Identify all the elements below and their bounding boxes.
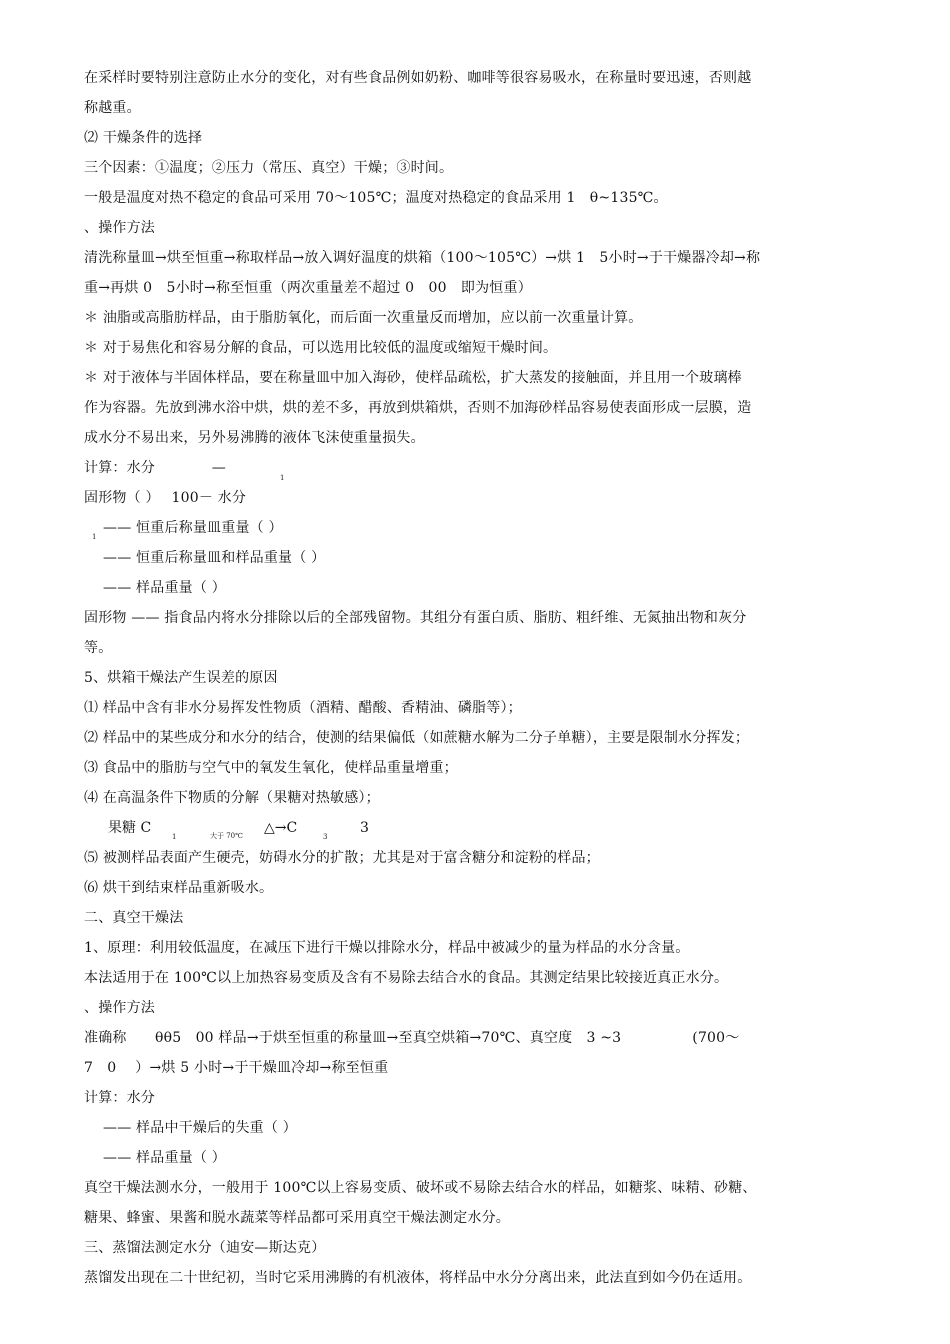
text-line: 三个因素：①温度；②压力（常压、真空）干燥；③时间。 (84, 160, 454, 176)
formula-tail: 3 (360, 820, 369, 836)
text-line: 在采样时要特别注意防止水分的变化，对有些食品例如奶粉、咖啡等很容易吸水，在称量时要迅速，否则越 (84, 70, 752, 86)
text-line: 等。 (84, 640, 113, 656)
reaction-condition: 大于 70℃ (210, 832, 243, 840)
section-heading: 、操作方法 (84, 220, 155, 236)
text-line: 蒸馏发出现在二十世纪初，当时它采用沸腾的有机液体，将样品中水分分离出来，此法直到如今仍在适用。 (84, 1270, 752, 1286)
text-line: 作为容器。先放到沸水浴中烘，烘的差不多，再放到烘箱烘，否则不加海砂样品容易使表面形成一层膜，造 (84, 400, 752, 416)
definition-line: —— 恒重后称量皿和样品重量（ ） (103, 550, 326, 566)
text-line: 成水分不易出来，另外易沸腾的液体飞沫使重量损失。 (84, 430, 425, 446)
formula-subscript: 1 (92, 533, 97, 541)
note-line: ＊ 对于易焦化和容易分解的食品，可以选用比较低的温度或缩短干燥时间。 (84, 340, 558, 356)
section-heading: 三、蒸馏法测定水分（迪安—斯达克） (84, 1240, 326, 1256)
text-line: 糖果、蜂蜜、果酱和脱水蔬菜等样品都可采用真空干燥法测定水分。 (84, 1210, 510, 1226)
formula-subscript: 1 (280, 474, 285, 482)
section-heading: 二、真空干燥法 (84, 910, 184, 926)
text-line: 真空干燥法测水分，一般用于 100℃以上容易变质、破坏或不易除去结合水的样品，如糖浆、味精、砂糖、 (84, 1180, 757, 1196)
list-item: ⑹ 烘干到结束样品重新吸水。 (84, 880, 274, 896)
section-heading: 5、烘箱干燥法产生误差的原因 (84, 670, 278, 686)
formula-line: 固形物（ ） 100－ 水分 (84, 490, 247, 506)
text-line: 称越重。 (84, 100, 141, 116)
list-item: ⑵ 样品中的某些成分和水分的结合，使测的结果偏低（如蔗糖水解为二分子单糖），主要是限制水分挥发； (84, 730, 750, 746)
section-heading: 、操作方法 (84, 1000, 155, 1016)
note-line: ＊ 油脂或高脂肪样品，由于脂肪氧化，而后面一次重量反而增加，应以前一次重量计算。 (84, 310, 643, 326)
note-line: ＊ 对于液体与半固体样品，要在称量皿中加入海砂，使样品疏松，扩大蒸发的接触面，并且用一个玻璃棒 (84, 370, 742, 386)
list-item: ⑸ 被测样品表面产生硬壳，妨碍水分的扩散；尤其是对于富含糖分和淀粉的样品； (84, 850, 600, 866)
formula-subscript: 3 (323, 833, 328, 841)
text-line: 一般是温度对热不稳定的食品可采用 70～105℃；温度对热稳定的食品采用 1 θ~135℃。 (84, 190, 668, 206)
text-line: 准确称 θθ5 00 样品→于烘至恒重的称量皿→至真空烘箱→70℃、真空度 3 ~3 (700～ (84, 1030, 740, 1046)
list-item: ⑴ 样品中含有非水分易挥发性物质（酒精、醋酸、香精油、磷脂等）； (84, 700, 522, 716)
definition-line: —— 样品重量（ ） (103, 580, 226, 596)
text-line: 固形物 —— 指食品内将水分排除以后的全部残留物。其组分有蛋白质、脂肪、粗纤维、无氮抽出物和灰分 (84, 610, 747, 626)
text-line: 7 0 ）→烘 5 小时→于干燥皿冷却→称至恒重 (84, 1060, 389, 1076)
definition-line: —— 恒重后称量皿重量（ ） (103, 520, 283, 536)
text-line: 清洗称量皿→烘至恒重→称取样品→放入调好温度的烘箱（100～105℃）→烘 1 5小时→于干燥器冷却→称 (84, 250, 761, 266)
formula-line: 计算：水分 (84, 1090, 155, 1106)
text-line: 1、原理：利用较低温度，在减压下进行干燥以排除水分，样品中被减少的量为样品的水分含量。 (84, 940, 690, 956)
text-line: 重→再烘 0 5小时→称至恒重（两次重量差不超过 0 00 即为恒重） (84, 280, 532, 296)
text-line: 本法适用于在 100℃以上加热容易变质及含有不易除去结合水的食品。其测定结果比较接近真正水分。 (84, 970, 729, 986)
formula-subscript: 1 (172, 833, 177, 841)
list-item: ⑷ 在高温条件下物质的分解（果糖对热敏感）； (84, 790, 380, 806)
formula-label: 果糖 C (108, 820, 152, 836)
list-item: ⑶ 食品中的脂肪与空气中的氧发生氧化，使样品重量增重； (84, 760, 458, 776)
definition-line: —— 样品重量（ ） (103, 1150, 226, 1166)
section-heading: ⑵ 干燥条件的选择 (84, 130, 203, 146)
definition-line: —— 样品中干燥后的失重（ ） (103, 1120, 297, 1136)
reaction-arrow: △→C (264, 820, 298, 836)
formula-line: 计算：水分 — (84, 460, 226, 476)
